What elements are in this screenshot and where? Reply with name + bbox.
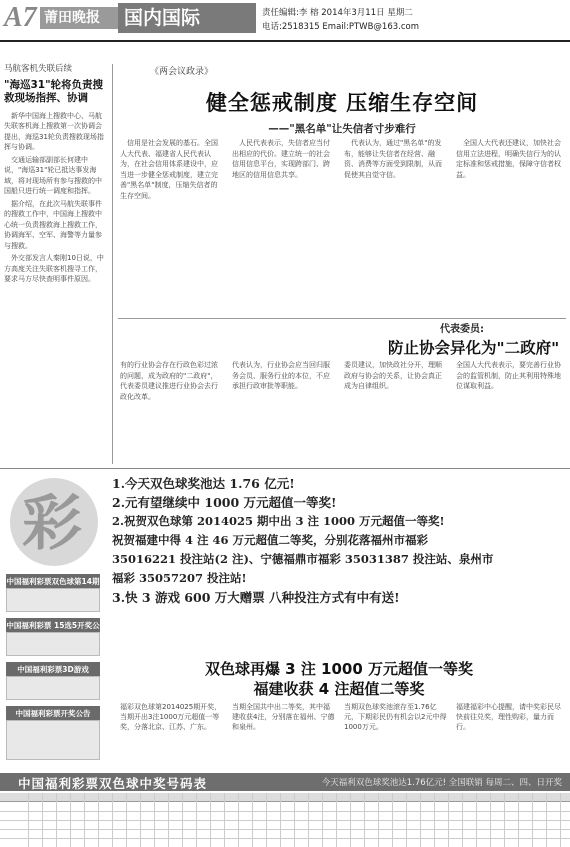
- grid-col-line: [350, 793, 351, 847]
- grid-col-line: [252, 793, 253, 847]
- grid-col-line: [322, 793, 323, 847]
- promo-line: 2.元有望继续中 1000 万元超值一等奖!: [112, 495, 337, 510]
- promo-line: 2.祝贺双色球第 2014025 期中出 3 注 1000 万元超值一等奖!: [112, 514, 445, 528]
- promo-line: 福彩 35057207 投注站!: [112, 571, 247, 585]
- main-body-col-4: [456, 138, 564, 180]
- left-para: 外交部发言人秦刚10日说，中方高度关注失联客机搜寻工作，要求马方尽快查明事件原因。: [4, 254, 104, 283]
- main-body-col-2: [232, 138, 336, 180]
- grid-col-line: [224, 793, 225, 847]
- grid-col-line: [210, 793, 211, 847]
- main-body-col-1: [120, 138, 224, 202]
- results-table-banner: [0, 773, 570, 791]
- body-text: 当期全国共中出二等奖，其中福建收获4注，分别落在福州、宁德和泉州。: [232, 703, 335, 732]
- promo-line: 祝贺福建中得 4 注 46 万元超值二等奖，分别花落福州市福彩: [112, 533, 429, 547]
- grid-row-line: [0, 820, 570, 821]
- page-number: A7: [4, 2, 37, 33]
- main-subhead: ——"黑名单"让失信者寸步难行: [268, 123, 416, 135]
- lottery-headline-1: 双色球再爆 3 注 1000 万元超值一等奖: [204, 660, 474, 678]
- section2-kicker: 代表委员:: [440, 324, 484, 335]
- section-title: 国内国际: [118, 3, 256, 33]
- left-para: 交通运输部副部长何建中说，"海巡31"轮已抵达事发海域，将对现场所有参与搜救的中国船只进行统一调度和指挥。: [4, 155, 102, 195]
- lottery-sidebar-item: 中国福利彩票双色球第14期: [6, 574, 100, 589]
- column-divider: [112, 64, 113, 464]
- results-table-title: 中国福利彩票双色球中奖号码表: [18, 776, 208, 791]
- editor-line: 责任编辑:李 榕 2014年3月11日 星期二: [262, 8, 413, 18]
- left-headline: "海巡31"轮将负责搜救现场指挥、协调: [4, 78, 104, 104]
- lottery-headline-2: 福建收获 4 注超值二等奖: [253, 680, 425, 698]
- page-header: [0, 0, 570, 42]
- editor-info: [262, 6, 419, 34]
- body-text: 人民代表表示，失信者应当付出相应的代价。建立统一的社会信用信息平台，实现跨部门、跨地区的信用信息共享。: [232, 139, 330, 179]
- promo-line: 3.快 3 游戏 600 万大赠票 八种投注方式有中有送!: [112, 590, 400, 605]
- results-grid: [0, 793, 570, 847]
- main-headline: 健全惩戒制度 压缩生存空间: [205, 91, 479, 115]
- grid-col-line: [56, 793, 57, 847]
- lottery-result-box: [6, 632, 100, 656]
- grid-col-line: [518, 793, 519, 847]
- grid-col-line: [462, 793, 463, 847]
- grid-col-line: [42, 793, 43, 847]
- results-grid-header: [0, 793, 570, 802]
- body-text: 委员建议，加快政社分开，理顺政府与协会的关系，让协会真正成为自律组织。: [344, 361, 442, 391]
- body-text: 全国人大代表还建议，加快社会信用立法进程，明确失信行为的认定标准和惩戒措施，保障守信者权益。: [456, 139, 561, 179]
- grid-col-line: [182, 793, 183, 847]
- section2-col-4: [456, 360, 564, 392]
- promo-line: 35016221 投注站(2 注)、宁德福鼎市福彩 35031387 投注站、泉州市: [112, 552, 494, 566]
- left-para: 新华中国海上搜救中心、马航失联客机海上搜救第一次协调会提出，海巡31轮负责搜救现场指挥与协调。: [4, 111, 104, 151]
- grid-row-line: [0, 829, 570, 830]
- lottery-body-col-1: [120, 702, 224, 733]
- grid-col-line: [420, 793, 421, 847]
- section2-headline: 防止协会异化为"二政府": [388, 339, 560, 357]
- grid-col-line: [560, 793, 561, 847]
- section2-col-2: [232, 360, 336, 392]
- promo-line: 1.今天双色球奖池达 1.76 亿元!: [112, 476, 295, 491]
- left-column-article: [4, 64, 108, 287]
- grid-col-line: [112, 793, 113, 847]
- grid-col-line: [448, 793, 449, 847]
- body-text: 福建福彩中心提醒，请中奖彩民尽快前往兑奖，理性购彩，量力而行。: [456, 703, 561, 732]
- grid-col-line: [504, 793, 505, 847]
- grid-col-line: [168, 793, 169, 847]
- grid-col-line: [294, 793, 295, 847]
- grid-col-line: [546, 793, 547, 847]
- grid-col-line: [266, 793, 267, 847]
- main-body-col-3: [344, 138, 448, 180]
- grid-col-line: [406, 793, 407, 847]
- lottery-body-col-2: [232, 702, 336, 733]
- section2-col-3: [344, 360, 448, 392]
- grid-col-line: [490, 793, 491, 847]
- grid-col-line: [98, 793, 99, 847]
- grid-col-line: [364, 793, 365, 847]
- grid-row-line: [0, 838, 570, 839]
- grid-col-line: [154, 793, 155, 847]
- grid-col-line: [70, 793, 71, 847]
- body-text: 福彩双色球第2014025期开奖，当期开出3注1000万元超值一等奖，分落北京、江苏、广东。: [120, 703, 222, 732]
- grid-col-line: [532, 793, 533, 847]
- grid-col-line: [84, 793, 85, 847]
- grid-col-line: [308, 793, 309, 847]
- grid-col-line: [126, 793, 127, 847]
- grid-row-line: [0, 811, 570, 812]
- main-article-header: [118, 64, 566, 136]
- left-kicker: 马航客机失联后续: [4, 64, 73, 74]
- grid-col-line: [434, 793, 435, 847]
- lottery-body-col-4: [456, 702, 564, 733]
- lottery-logo-char: 彩: [22, 489, 82, 559]
- grid-col-line: [140, 793, 141, 847]
- body-text: 全国人大代表表示，要完善行业协会的监管机制，防止其利用特殊地位谋取利益。: [456, 361, 561, 391]
- grid-col-line: [378, 793, 379, 847]
- lottery-result-box: [6, 588, 100, 612]
- article-tag: 《两会议政录》: [150, 67, 214, 77]
- masthead: 莆田晚报: [40, 7, 122, 29]
- section-divider: [118, 318, 566, 319]
- grid-col-line: [28, 793, 29, 847]
- grid-col-line: [238, 793, 239, 847]
- lottery-result-box: [6, 676, 100, 700]
- lottery-sidebar-item: 中国福利彩票开奖公告: [6, 706, 100, 721]
- lottery-body-col-3: [344, 702, 448, 733]
- section2-col-1: [120, 360, 224, 402]
- lottery-sidebar: [0, 470, 104, 770]
- contact-line: 电话:2518315 Email:PTWB@163.com: [262, 22, 420, 32]
- lottery-promo: [112, 474, 566, 607]
- grid-col-line: [196, 793, 197, 847]
- grid-col-line: [392, 793, 393, 847]
- body-text: 当期双色球奖池滚存至1.76亿元，下期彩民仍有机会以2元中得1000万元。: [344, 703, 447, 732]
- lottery-sidebar-item: 中国福利彩票3D游戏: [6, 662, 100, 677]
- grid-col-line: [336, 793, 337, 847]
- body-text: 代表认为，行业协会应当回归服务会员、服务行业的本位，不应承担行政审批等职能。: [232, 361, 330, 391]
- lottery-result-box: [6, 720, 100, 760]
- grid-col-line: [476, 793, 477, 847]
- body-text: 代表认为，通过"黑名单"的发布，能够让失信者在经营、融资、消费等方面受到限制，从而促使其自觉守信。: [344, 139, 442, 179]
- left-para: 据介绍，在此次马航失联事件的搜救工作中，中国海上搜救中心统一负责搜救海上搜救工作，协调海军、空军、海警等力量参与搜救。: [4, 199, 102, 250]
- body-text: 信用是社会发展的基石。全国人大代表、福建省人民代表认为，在社会信用体系建设中，应当进一步健全惩戒制度，建立完善"黑名单"制度，压缩失信者的生存空间。: [120, 139, 218, 200]
- grid-col-line: [280, 793, 281, 847]
- results-table-note: 今天福利双色球奖池达1.76亿元! 全国联销 每周二、四、日开奖: [321, 778, 562, 788]
- lottery-sidebar-item: 中国福利彩票 15选5开奖公: [6, 618, 100, 644]
- body-text: 有的行业协会存在行政色彩过浓的问题，成为政府的"二政府"，代表委员建议推进行业协会去行政化改革。: [120, 361, 218, 401]
